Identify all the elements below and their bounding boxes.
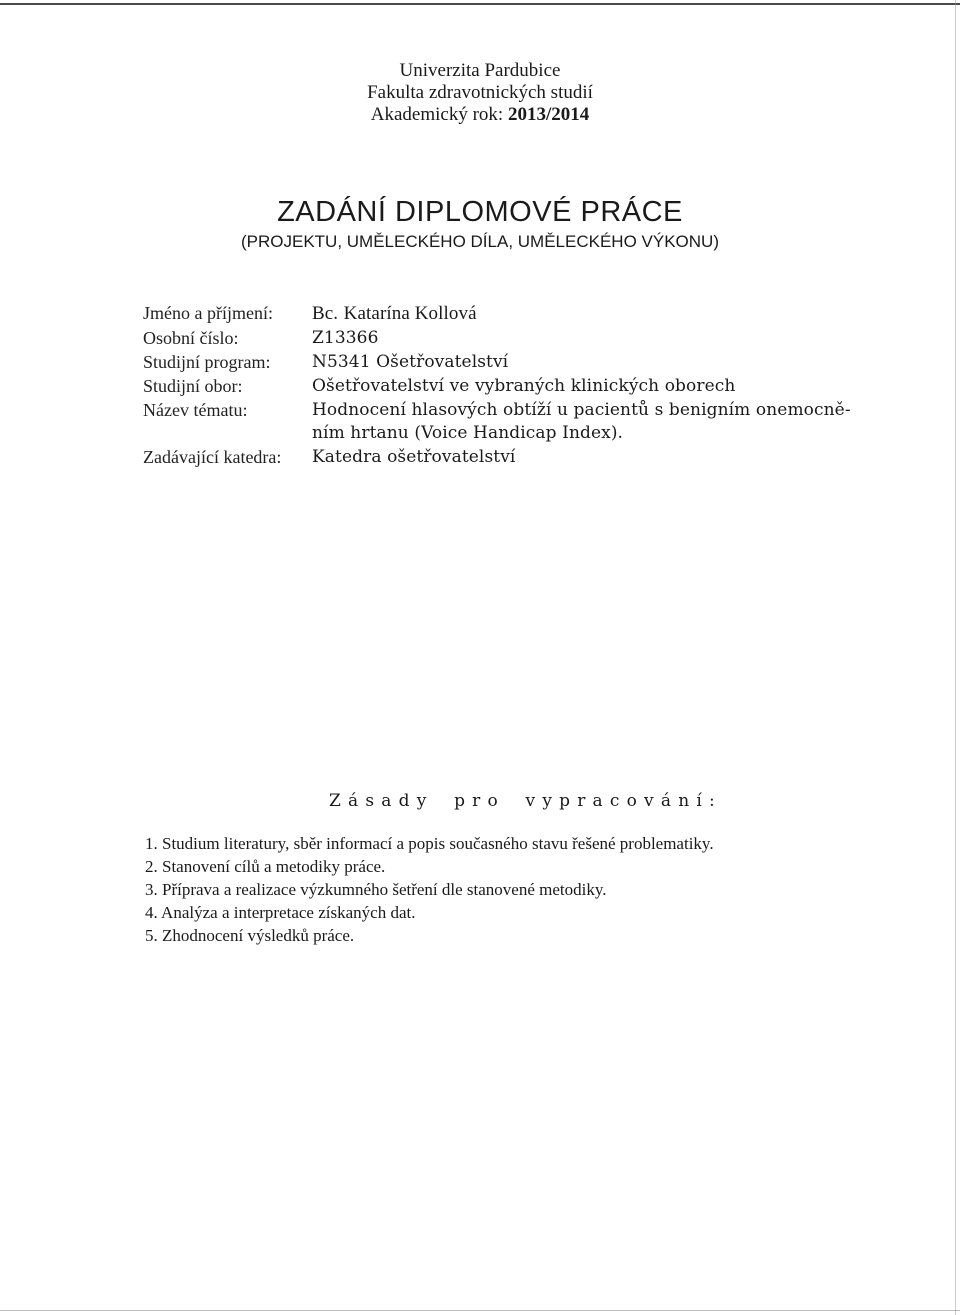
academic-year [0, 104, 960, 126]
field-row-topic [143, 399, 903, 445]
field-label: Zadávající katedra: [143, 447, 282, 467]
scan-edge-bottom [0, 1310, 960, 1311]
field-value: Z13366 [312, 328, 379, 348]
topic-line-1: Hodnocení hlasových obtíží u pacientů s benigním onemocně- [312, 400, 851, 420]
field-row-study-field [143, 375, 903, 398]
scan-edge-top [0, 3, 960, 5]
university-name: Univerzita Pardubice [399, 60, 561, 81]
field-label: Název tématu: [143, 400, 248, 420]
list-item: 4. Analýza a interpretace získaných dat. [145, 903, 416, 922]
topic-line-2: ním hrtanu (Voice Handicap Index). [312, 423, 624, 443]
field-value: Katedra ošetřovatelství [312, 447, 516, 467]
academic-year-label: Akademický rok: [370, 104, 504, 125]
field-label: Studijní obor: [143, 376, 243, 396]
list-item: 5. Zhodnocení výsledků práce. [145, 926, 355, 945]
document-header [0, 60, 960, 126]
field-label: Studijní program: [143, 352, 271, 372]
list-item: 2. Stanovení cílů a metodiky práce. [145, 857, 386, 876]
field-value: N5341 Ošetřovatelství [312, 352, 509, 372]
field-value: Ošetřovatelství ve vybraných klinických oborech [312, 376, 736, 396]
field-row-study-program [143, 351, 903, 374]
field-row-personal-number [143, 327, 903, 350]
document-subtitle: (PROJEKTU, UMĚLECKÉHO DÍLA, UMĚLECKÉHO VÝKONU) [241, 232, 719, 251]
field-label: Jméno a příjmení: [143, 303, 273, 323]
field-value [312, 302, 903, 326]
faculty-name: Fakulta zdravotnických studií [367, 82, 593, 103]
field-value [312, 399, 903, 445]
degree-prefix: Bc. [312, 303, 339, 324]
field-row-name [143, 302, 903, 326]
principles-heading: Zásady pro vypracování: [329, 791, 722, 811]
list-item: 3. Příprava a realizace výzkumného šetření dle stanovené metodiky. [145, 880, 607, 899]
document-title: ZADÁNÍ DIPLOMOVÉ PRÁCE [277, 196, 683, 228]
list-item: 1. Studium literatury, sběr informací a popis současného stavu řešené problematiky. [145, 834, 714, 853]
student-name: Katarína Kollová [343, 303, 477, 324]
field-row-department [143, 446, 903, 469]
field-label: Osobní číslo: [143, 328, 239, 348]
principles-list [145, 832, 905, 947]
academic-year-value: 2013/2014 [507, 104, 590, 125]
assignment-fields [143, 302, 903, 470]
